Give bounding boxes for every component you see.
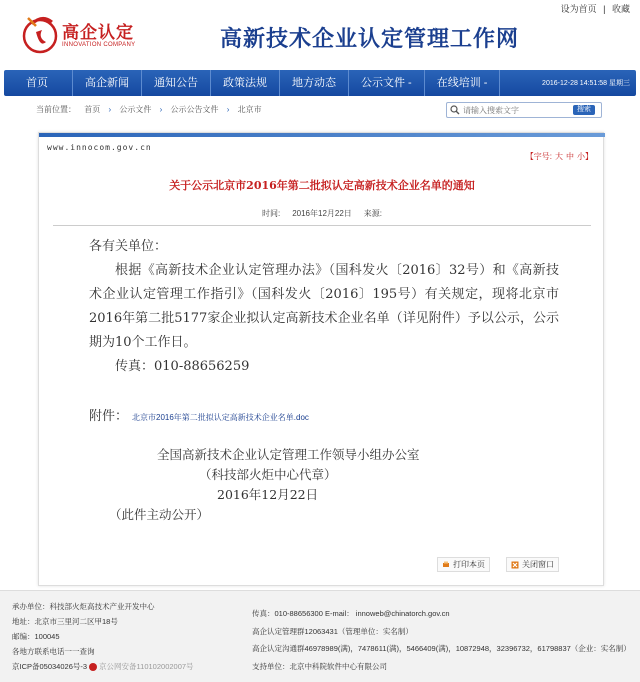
set-homepage-link[interactable]: 设为首页 [560,4,597,14]
breadcrumb-separator: › [226,105,230,114]
footer-left [12,599,194,674]
meta-divider [53,225,591,226]
body-paragraph: 根据《高新技术企业认定管理办法》（国科发火〔2016〕32号）和《高新技术企业认定管理工作指引》（国科发火〔2016〕195号）有关规定，现将北京市2016年第二批5177家企业拟认定高新技术企业名单（详见附件）予以公示，公示期为10个工作日。 [89,263,559,350]
footer-gov-record[interactable]: 京公网安备110102002007号 [99,662,194,671]
public-note: （此件主动公开） [109,507,210,522]
attachment [89,405,309,424]
attachment-label: 附件： [89,409,129,424]
footer-fax-email: 传真：010-88656300 E-mail： innoweb@chinatorch.gov.cn [252,609,450,618]
frame-top-bar [39,133,605,137]
main-nav [4,70,636,96]
time-value: 2016年12月22日 [292,209,352,218]
article-title: 关于公示北京市2016年第二批拟认定高新技术企业名单的通知 [169,179,475,192]
top-links [557,2,630,15]
article-frame [38,132,604,586]
search-button[interactable]: 搜索 [573,105,595,115]
signature-sub: （科技部火炬中心代章） [199,467,337,482]
font-size-medium[interactable]: 中 [566,152,574,161]
article-actions [437,557,559,572]
signature-date: 2016年12月22日 [217,487,319,502]
nav-datetime: 2016-12-28 14:51:58 星期三 [542,80,630,87]
article-body [89,235,559,379]
nav-local-news[interactable]: 地方动态 [280,70,349,96]
breadcrumb-separator: › [108,105,112,114]
top-links-separator: | [603,4,606,14]
site-footer [0,590,640,682]
font-size-large[interactable]: 大 [555,152,563,161]
footer-communication-groups: 高企认定沟通群46978989(满)，7478611(满)，5466409(满)，10872948，32396732，61798837（企业：实名制） [252,644,631,653]
print-button-label: 打印本页 [453,560,485,569]
source-label: 来源: [363,209,383,218]
search-icon [450,105,460,115]
nav-policies[interactable]: 政策法规 [211,70,280,96]
print-icon [442,561,450,569]
breadcrumb [36,104,268,115]
close-icon [511,561,519,569]
footer-right [252,605,631,675]
footer-postcode: 邮编：100045 [12,632,60,641]
nav-notices[interactable]: 通知公告 [142,70,211,96]
footer-support: 支持单位：北京中科院软件中心有限公司 [252,661,387,671]
article-meta [39,208,605,219]
breadcrumb-public-files[interactable]: 公示文件 [119,105,152,114]
footer-contacts-link[interactable]: 各地方联系电话一一查询 [12,647,95,656]
bookmark-link[interactable]: 收藏 [611,4,630,14]
footer-address: 地址：北京市三里河二区甲18号 [12,617,118,626]
site-header [0,0,640,68]
close-window-label: 关闭窗口 [522,560,554,569]
breadcrumb-beijing[interactable]: 北京市 [237,105,262,114]
breadcrumb-label: 当前位置： [36,105,76,114]
footer-icp-text[interactable]: 京ICP备05034026号-3 [12,662,88,671]
breadcrumb-separator: › [159,105,163,114]
footer-icp [12,659,194,674]
font-size-label: 【字号: [525,152,552,161]
nav-news[interactable]: 高企新闻 [73,70,142,96]
breadcrumb-home[interactable]: 首页 [84,105,101,114]
print-button[interactable] [437,557,490,572]
logo-mark-icon [22,12,60,56]
police-badge-icon [89,663,97,671]
logo-text: 高企认定 [62,23,134,43]
nav-home[interactable]: 首页 [4,70,73,96]
font-size-switcher [523,151,593,162]
signature-org: 全国高新技术企业认定管理工作领导小组办公室 [157,447,420,462]
footer-management-group: 高企认定管理群12063431（管理单位：实名制） [252,626,413,636]
site-domain: www.innocom.gov.cn [47,143,152,152]
fax-number: 传真：010-88656259 [115,359,250,374]
attachment-link[interactable]: 北京市2016年第二批拟认定高新技术企业名单.doc [132,413,309,422]
nav-public-files[interactable]: 公示文件 - [349,70,425,96]
close-window-button[interactable] [506,557,559,572]
site-title: 高新技术企业认定管理工作网 [220,26,520,52]
footer-organizer: 承办单位：科技部火炬高技术产业开发中心 [12,602,155,611]
search-box [446,102,602,118]
breadcrumb-announcements[interactable]: 公示公告文件 [170,105,219,114]
font-size-small[interactable]: 小】 [577,152,593,161]
logo-subtext: INNOVATION COMPANY [62,42,136,48]
site-logo[interactable] [22,12,152,58]
time-label: 时间: [261,209,281,218]
salutation: 各有关单位： [89,239,168,254]
search-input[interactable] [463,104,563,116]
signature-block [157,445,420,505]
nav-online-training[interactable]: 在线培训 - [425,70,501,96]
